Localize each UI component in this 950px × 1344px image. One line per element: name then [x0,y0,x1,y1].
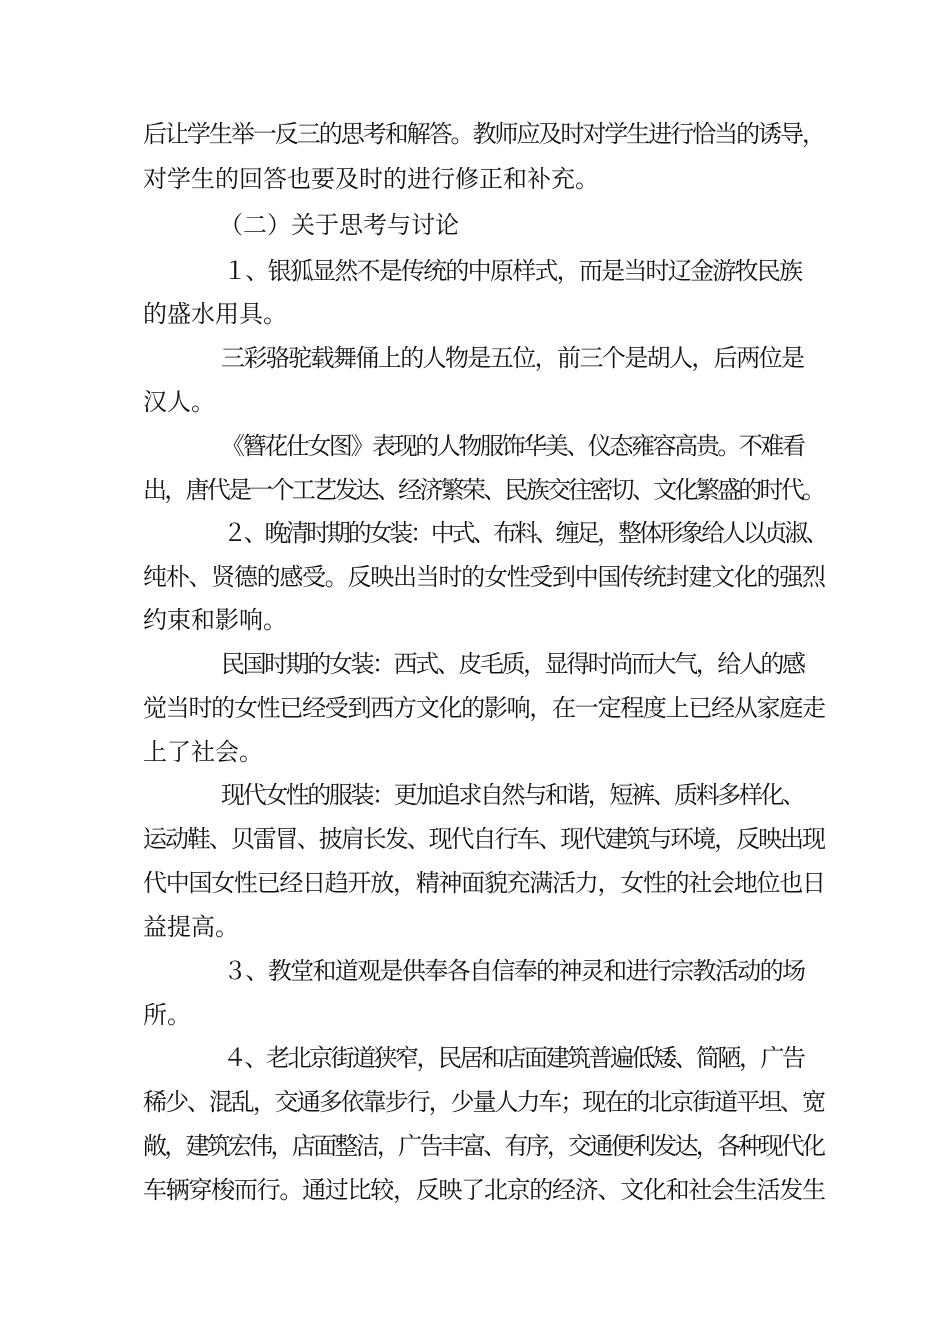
text-line: 的盛水用具。 [143,300,287,328]
text-line: １、银狐显然不是传统的中原样式，而是当时辽金游牧民族 [223,257,802,285]
text-line: 稀少、混乱，交通多依靠步行，少量人力车；现在的北京街道平坦、宽 [143,1088,824,1116]
text-line: 所。 [143,1001,191,1029]
text-line: 敞，建筑宏伟，店面整洁，广告丰富、有序，交通便利发达，各种现代化 [143,1132,824,1160]
text-line: 车辆穿梭而行。通过比较，反映了北京的经济、文化和社会生活发生 [143,1176,825,1204]
text-line: 约束和影响。 [143,606,287,634]
text-line: ２、晚清时期的女装：中式、布料、缠足，整体形象给人以贞淑、 [223,519,826,547]
text-line: 汉人。 [143,388,215,416]
text-line: 现代女性的服装：更加追求自然与和谐，短裤、质料多样化、 [221,781,804,809]
text-line: 《簪花仕女图》表现的人物服饰华美、仪态雍容高贵。不难看 [221,432,804,460]
text-line: 觉当时的女性已经受到西方文化的影响，在一定程度上已经从家庭走 [143,694,825,722]
text-line: 对学生的回答也要及时的进行修正和补充。 [143,165,599,193]
text-line: 三彩骆驼载舞俑上的人物是五位，前三个是胡人，后两位是 [221,344,804,372]
text-line: 民国时期的女装：西式、皮毛质，显得时尚而大气，给人的感 [221,650,804,678]
text-line: 益提高。 [143,913,239,941]
text-line: 运动鞋、贝雷冒、披肩长发、现代自行车、现代建筑与环境，反映出现 [143,825,824,853]
section-heading: （二）关于思考与讨论 [219,211,459,239]
text-line: 上了社会。 [143,738,263,766]
text-line: 后让学生举一反三的思考和解答。教师应及时对学生进行恰当的诱导， [143,120,824,148]
text-line: 出，唐代是一个工艺发达、经济繁荣、民族交往密切、文化繁盛的时代。 [143,476,824,504]
text-line: ３、教堂和道观是供奉各自信奉的神灵和进行宗教活动的场 [223,957,805,985]
text-line: 纯朴、贤德的感受。反映出当时的女性受到中国传统封建文化的强烈 [143,563,825,591]
text-line: ４、老北京街道狭窄，民居和店面建筑普遍低矮、简陋，广告 [223,1044,804,1072]
text-line: 代中国女性已经日趋开放，精神面貌充满活力，女性的社会地位也日 [143,869,825,897]
